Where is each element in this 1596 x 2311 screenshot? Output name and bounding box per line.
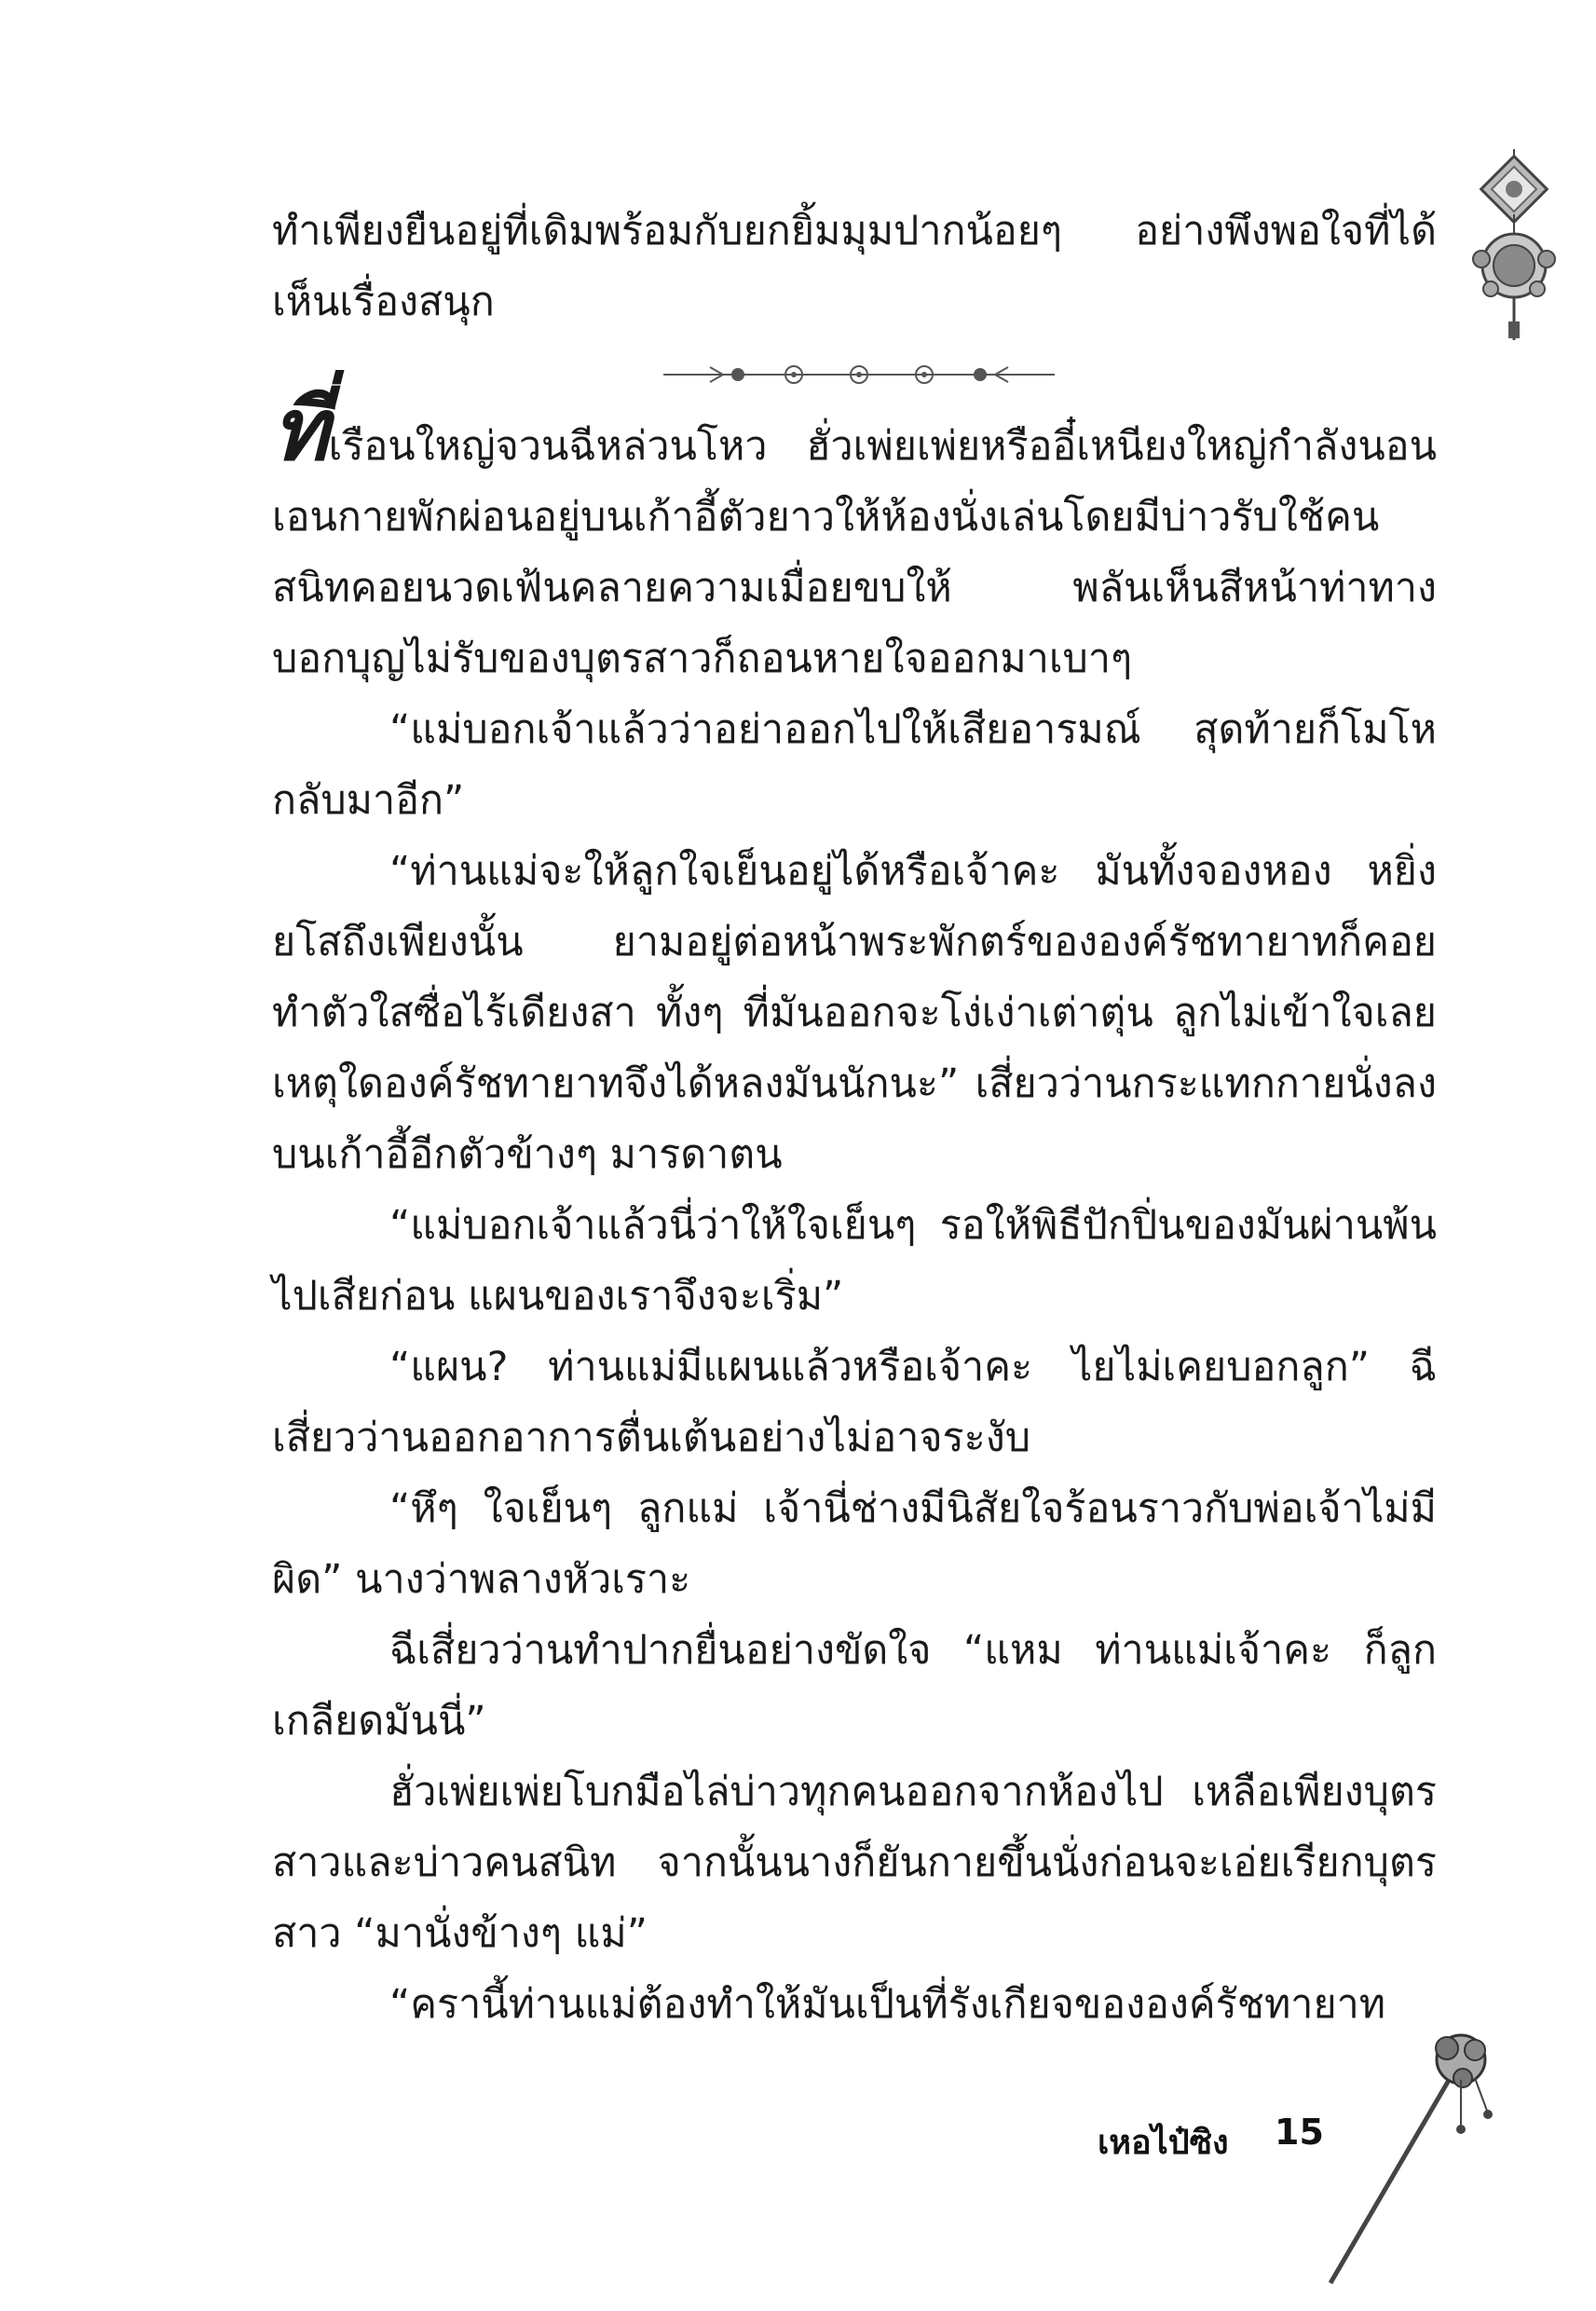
hairpin-icon [1321, 2022, 1507, 2302]
page-number: 15 [1275, 2112, 1324, 2153]
paragraph-3: “แม่บอกเจ้าแล้วว่าอย่าออกไปให้เสียอารมณ์ สุดท้ายก็โมโหกลับมาอีก” [272, 706, 1437, 824]
page-body [272, 196, 1437, 2040]
paragraph-5: “แม่บอกเจ้าแล้วนี่ว่าให้ใจเย็นๆ รอให้พิธีปักปิ่นของมันผ่านพ้นไปเสียก่อน แผนของเราจึงจะเริ่ม” [272, 1202, 1437, 1320]
dropcap: ที่ [272, 380, 329, 480]
book-title: เหอไป๋ซิง [1098, 2123, 1229, 2162]
paragraph-10: “ครานี้ท่านแม่ต้องทำให้มันเป็นที่รังเกียจขององค์รัชทายาท [389, 1981, 1386, 2028]
paragraph-2-text: เรือนใหญ่จวนฉีหล่วนโหว ฮั่วเพ่ยเพ่ยหรืออี๋เหนียงใหญ่กำลังนอนเอนกายพักผ่อนอยู่บนเก้าอี้ตัวยาวให้ห้องนั่งเล่นโดยมีบ่าวรับใช้คนสนิทคอยนวดเฟ้นคลายความเมื่อยขบให้ พลันเห็นสีหน้าท่าทางบอกบุญไม่รับของบุตรสาวก็ถอนหายใจออกมาเบาๆ [272, 423, 1437, 682]
paragraph-9: ฮั่วเพ่ยเพ่ยโบกมือไล่บ่าวทุกคนออกจากห้องไป เหลือเพียงบุตรสาวและบ่าวคนสนิท จากนั้นนางก็ยันกายขึ้นนั่งก่อนจะเอ่ยเรียกบุตรสาว “มานั่งข้างๆ แม่” [272, 1769, 1437, 1957]
paragraph-6: “แผน? ท่านแม่มีแผนแล้วหรือเจ้าคะ ไยไม่เคยบอกลูก” ฉีเสี่ยวว่านออกอาการตื่นเต้นอย่างไม่อาจระงับ [272, 1344, 1437, 1461]
scroll-divider-ornament [272, 347, 1437, 403]
paragraph-8: ฉีเสี่ยวว่านทำปากยื่นอย่างขัดใจ “แหม ท่านแม่เจ้าคะ ก็ลูกเกลียดมันนี่” [272, 1627, 1437, 1744]
paragraph-2 [272, 380, 1437, 694]
paragraph-1: ทำเพียงยืนอยู่ที่เดิมพร้อมกับยกยิ้มมุมปากน้อยๆ อย่างพึงพอใจที่ได้เห็นเรื่องสนุก [272, 208, 1437, 325]
paragraph-4: “ท่านแม่จะให้ลูกใจเย็นอยู่ได้หรือเจ้าคะ มันทั้งจองหอง หยิ่งยโสถึงเพียงนั้น ยามอยู่ต่อหน้าพระพักตร์ขององค์รัชทายาทก็คอยทำตัวใสซื่อไร้เดียงสา ทั้งๆ ที่มันออกจะโง่เง่าเต่าตุ่น ลูกไม่เข้าใจเลยเหตุใดองค์รัชทายาทจึงได้หลงมันนักนะ” เสี่ยวว่านกระแทกกายนั่งลงบนเก้าอี้อีกตัวข้างๆ มารดาตน [272, 848, 1437, 1178]
chinese-knot-ornament-icon [1463, 149, 1565, 345]
paragraph-7: “หึๆ ใจเย็นๆ ลูกแม่ เจ้านี่ช่างมีนิสัยใจร้อนราวกับพ่อเจ้าไม่มีผิด” นางว่าพลางหัวเราะ [272, 1485, 1437, 1603]
